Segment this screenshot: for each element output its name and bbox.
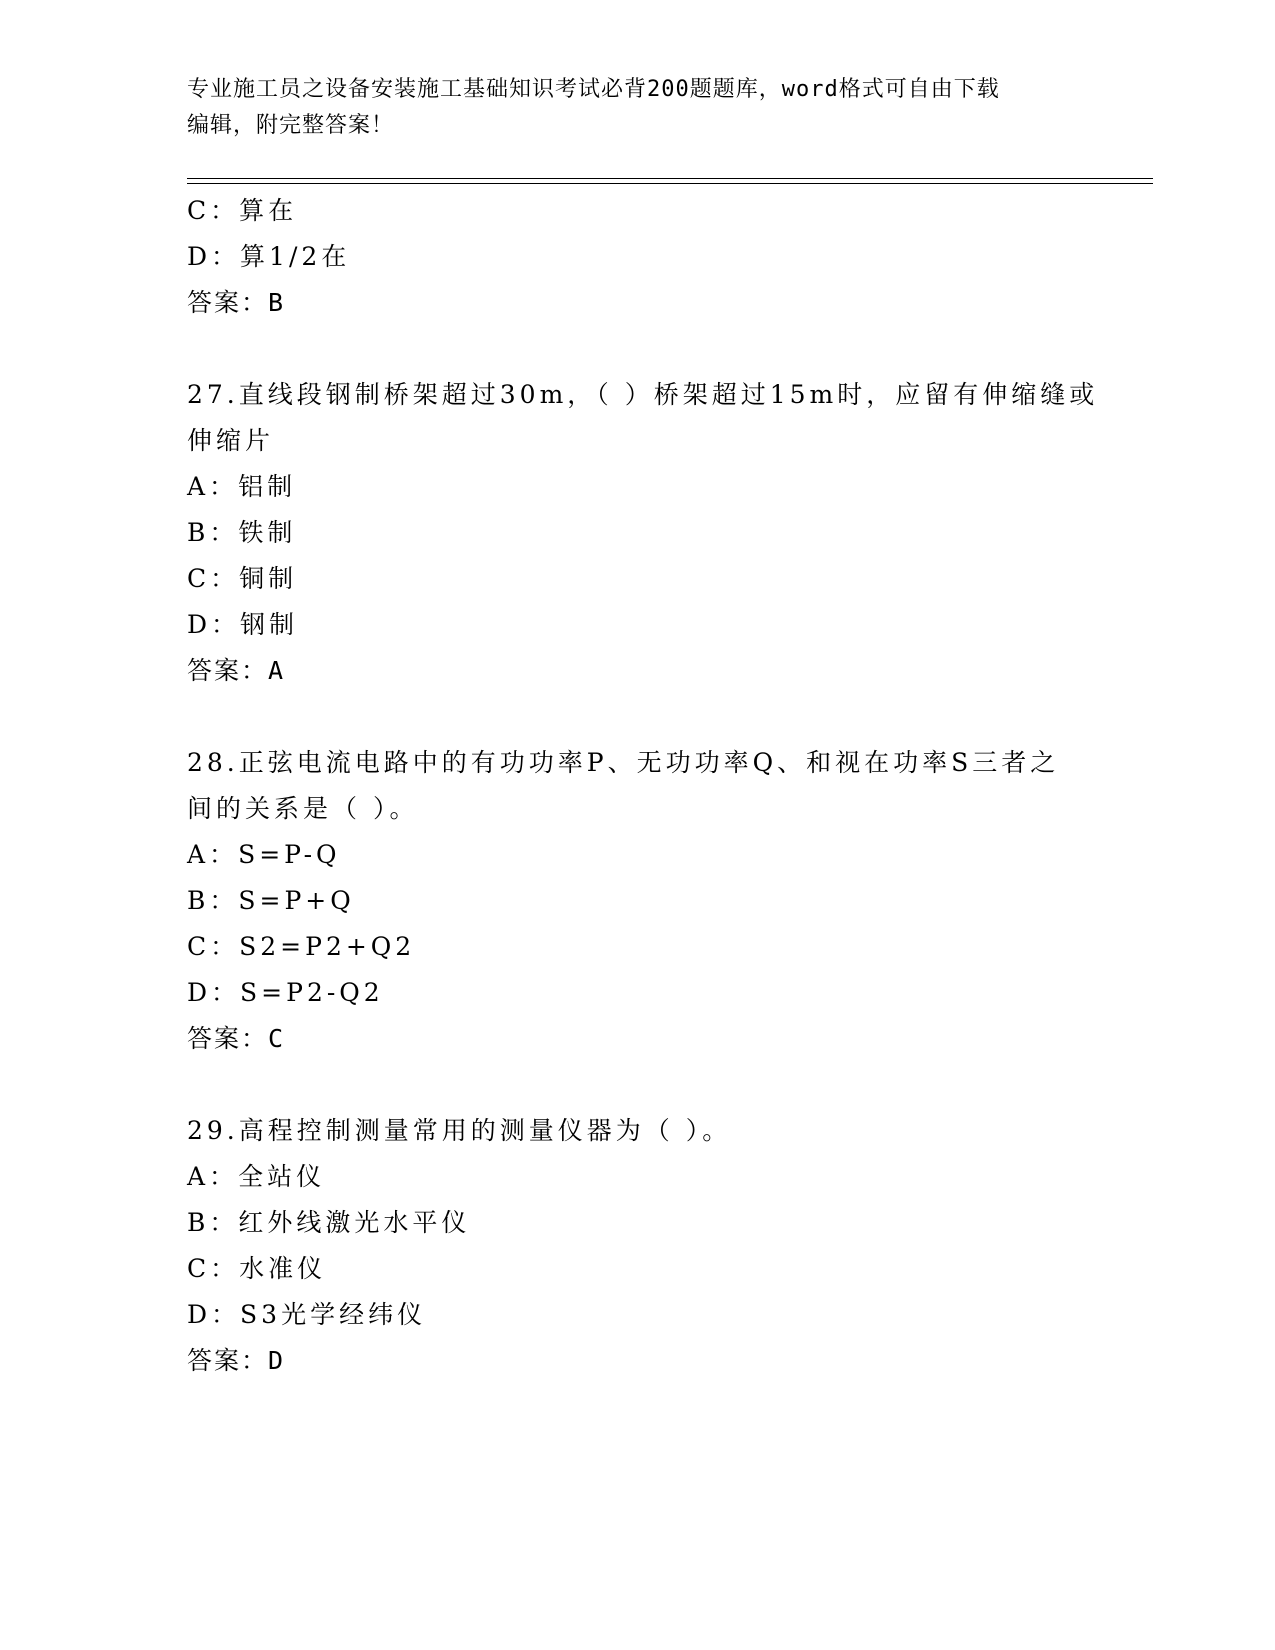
answer-line: 答案：D [187, 1346, 286, 1375]
question-stem: 29.高程控制测量常用的测量仪器为（ ）。 [187, 1116, 732, 1145]
option-c: C：算在 [187, 196, 298, 225]
option-a: A：铝制 [187, 472, 297, 501]
answer-value: A [268, 656, 286, 685]
option-d: D：钢制 [187, 610, 299, 639]
option-d: D：S=P2-Q2 [187, 978, 384, 1007]
header-line-1: 专业施工员之设备安装施工基础知识考试必背200题题库，word格式可自由下载 [187, 77, 1000, 102]
document-header [187, 72, 1067, 144]
option-c: C：铜制 [187, 564, 298, 593]
question-stem: 27.直线段钢制桥架超过30m，（ ）桥架超过15m时，应留有伸缩缝或 [187, 380, 1099, 409]
option-c: C：水准仪 [187, 1254, 327, 1283]
question-stem: 28.正弦电流电路中的有功功率P、无功功率Q、和视在功率S三者之 [187, 748, 1060, 777]
header-rule-top [187, 178, 1153, 179]
question-29 [187, 1108, 1087, 1384]
answer-line: 答案：B [187, 288, 286, 317]
option-b: B：铁制 [187, 518, 297, 547]
question-stem-cont: 伸缩片 [187, 426, 275, 455]
question-26-tail [187, 188, 1087, 326]
answer-value: D [268, 1346, 286, 1375]
answer-line: 答案：C [187, 1024, 286, 1053]
question-stem-cont: 间的关系是（ ）。 [187, 794, 419, 823]
option-c: C：S2=P2+Q2 [187, 932, 416, 961]
header-rule-bottom [187, 183, 1153, 184]
option-d: D：S3光学经纬仪 [187, 1300, 427, 1329]
option-b: B：红外线激光水平仪 [187, 1208, 471, 1237]
question-28 [187, 740, 1087, 1062]
answer-value: C [268, 1024, 286, 1053]
question-27 [187, 372, 1099, 694]
option-a: A：全站仪 [187, 1162, 326, 1191]
header-line-2: 编辑，附完整答案！ [187, 113, 395, 138]
option-a: A：S=P-Q [187, 840, 341, 869]
option-d: D：算1/2在 [187, 242, 351, 271]
option-b: B：S=P+Q [187, 886, 355, 915]
answer-value: B [268, 288, 286, 317]
document-body [187, 188, 1099, 1384]
answer-line: 答案：A [187, 656, 286, 685]
